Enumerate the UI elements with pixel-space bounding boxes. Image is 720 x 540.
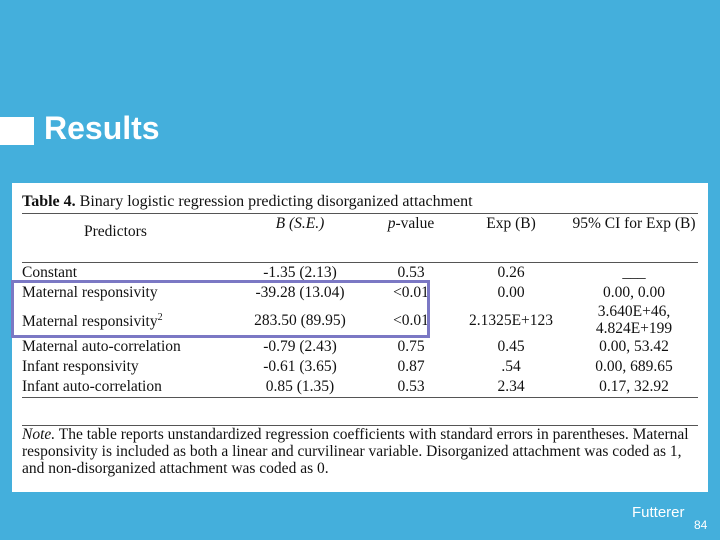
title-bullet-square [0,117,34,145]
cell-exp: 0.45 [497,338,525,355]
cell-ci: 0.00, 53.42 [599,338,669,355]
cell-predictor-text: Maternal responsivity [22,313,158,331]
table-note [22,425,698,477]
table-row [22,337,698,357]
cell-p: 0.75 [397,338,425,355]
cell-b: -0.61 (3.65) [263,358,337,375]
header-ci: 95% CI for Exp (B) [572,215,696,232]
cell-b: -1.35 (2.13) [230,263,370,284]
cell-ci: ___ [570,263,698,284]
footer-author: Futterer [632,504,685,521]
table-row [22,377,698,398]
cell-predictor: Infant auto-correlation [22,377,230,398]
cell-predictor-superscript: 2 [157,312,163,324]
cell-p: <0.01 [393,311,429,329]
slide-title: Results [44,110,160,146]
table-note-text: The table reports unstandardized regression coefficients with standard errors in parentheses. Maternal responsivity is included as both a linear and curvilinear variable. Disorganized attachment was coded as 1, and non-disorganized attachment was coded as 0. [22,426,689,477]
cell-b: 283.50 (89.95) [254,311,346,329]
cell-predictor: Maternal responsivity [22,284,158,301]
cell-ci: 3.640E+46, 4.824E+199 [595,303,673,337]
header-b-text: B (S.E.) [275,215,325,232]
page-number: 84 [694,518,708,532]
cell-exp: 0.26 [452,263,570,284]
cell-exp: 2.34 [452,377,570,398]
table-header-row [22,214,698,263]
cell-p: <0.01 [393,284,429,301]
header-p-italic: p [387,215,396,232]
header-predictors: Predictors [84,223,147,240]
cell-exp: 0.00 [497,284,525,301]
cell-p: 0.53 [370,263,452,284]
header-exp: Exp (B) [486,215,536,232]
table-caption-label: Table 4. [22,193,76,210]
header-p: p-value [387,215,435,232]
highlight-box [11,280,430,338]
table-row [22,357,698,377]
cell-b: 0.85 (1.35) [230,377,370,398]
cell-b: -0.79 (2.43) [263,338,337,355]
cell-ci: 0.00, 689.65 [595,358,673,375]
cell-p: 0.87 [397,358,425,375]
cell-ci: 0.17, 32.92 [570,377,698,398]
cell-exp: 2.1325E+123 [468,311,554,329]
cell-predictor: Constant [22,263,230,284]
cell-predictor: Infant responsivity [22,358,139,375]
cell-b: -39.28 (13.04) [255,284,345,301]
cell-exp: .54 [501,358,521,375]
table-caption [22,191,698,213]
cell-predictor: Maternal auto-correlation [22,338,181,355]
cell-ci: 0.00, 0.00 [603,284,665,301]
table-note-label: Note. [22,426,56,443]
table-caption-text: Binary logistic regression predicting disorganized attachment [75,193,473,210]
cell-p: 0.53 [370,377,452,398]
header-b [230,214,370,263]
